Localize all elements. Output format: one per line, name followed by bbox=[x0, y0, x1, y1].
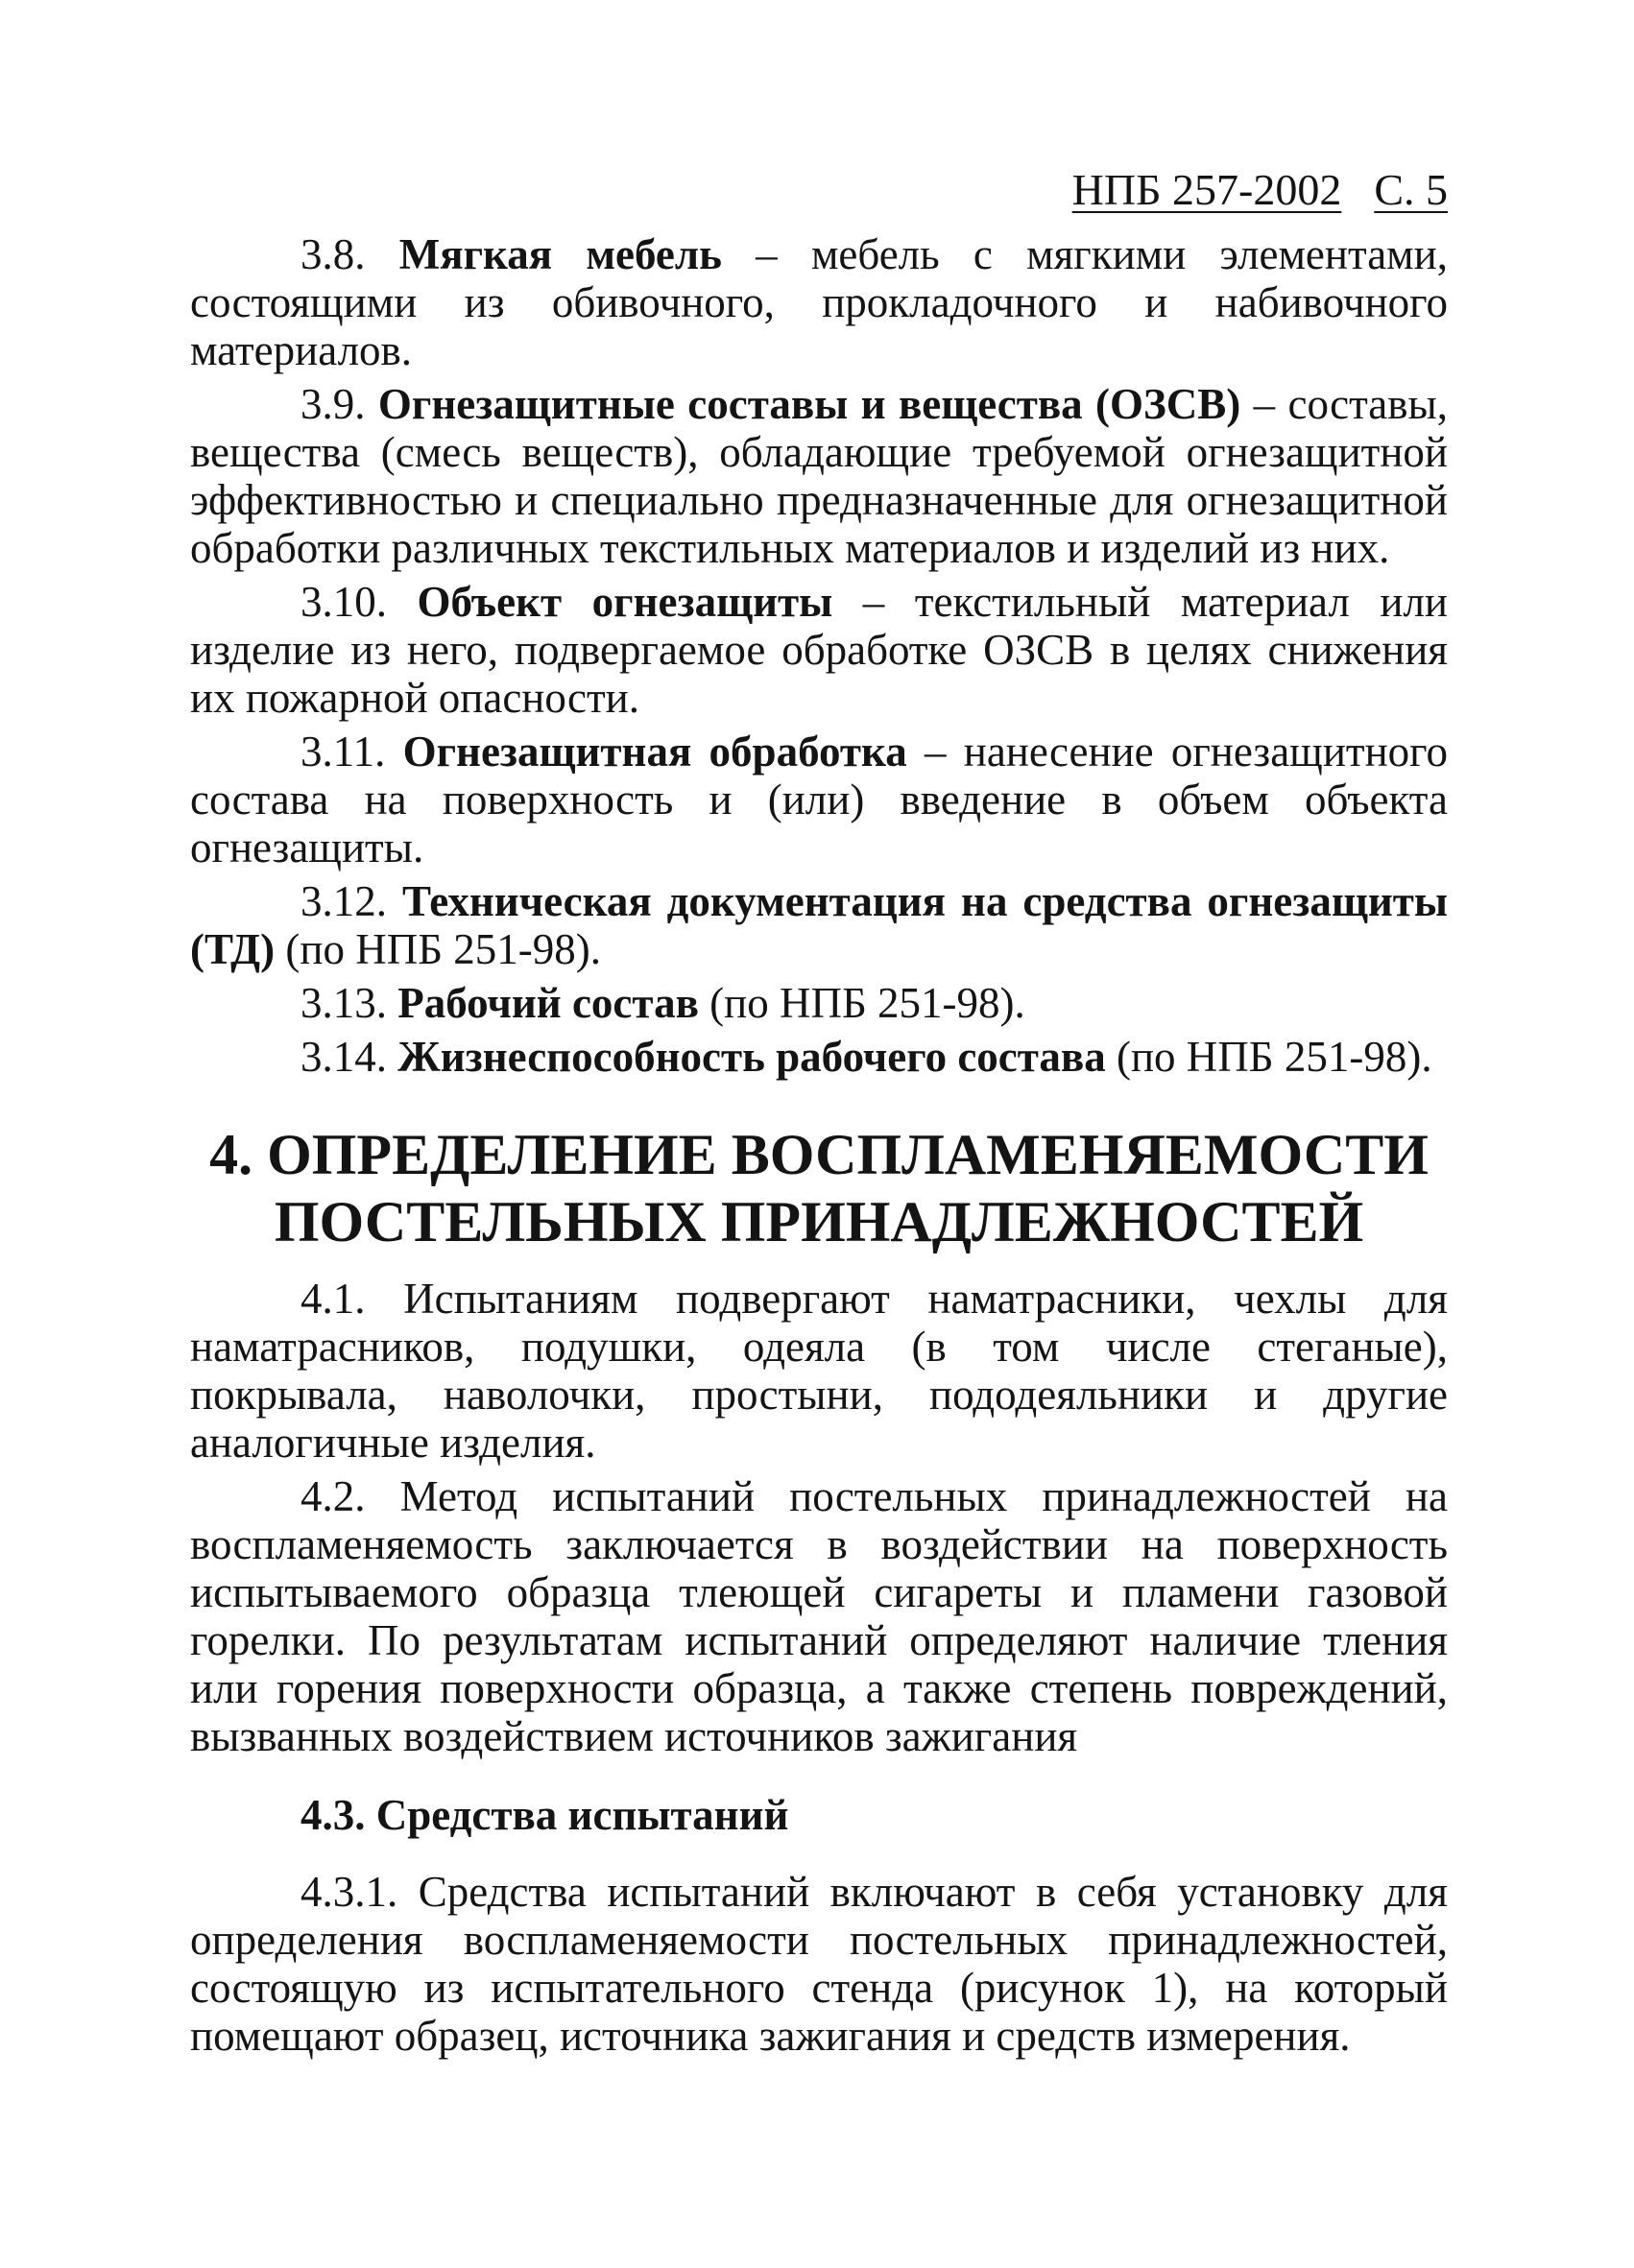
definition-3-8: 3.8. Мягкая мебель – мебель с мягкими элементами, состоящими из обивочного, прокладочного и набивочного материалов. bbox=[190, 230, 1448, 374]
definition-term: Мягкая мебель bbox=[398, 230, 722, 278]
definition-text: – мебель с мягкими элементами, состоящими из обивочного, прокладочного и набивочного материалов. bbox=[190, 230, 1448, 374]
page-number: С. 5 bbox=[1374, 165, 1448, 214]
definition-term: Жизнеспособность рабочего состава bbox=[397, 1033, 1106, 1081]
definition-text: (по НПБ 251-98). bbox=[275, 925, 601, 973]
paragraph-4-3-1: 4.3.1. Средства испытаний включают в себя установку для определения воспламеняемости постельных принадлежностей, состоящую из испытательного стенда (рисунок 1), на который помещают образец, источника зажигания и средств измерения. bbox=[190, 1868, 1448, 2060]
definition-3-14: 3.14. Жизнеспособность рабочего состава (по НПБ 251-98). bbox=[300, 1033, 1432, 1081]
definition-text: – текстильный материал или изделие из него, подвергаемое обработке ОЗСВ в целях снижения их пожарной опасности. bbox=[190, 578, 1449, 722]
document-page bbox=[190, 163, 1448, 2065]
paragraph-4-2: 4.2. Метод испытаний постельных принадлежностей на воспламеняемость заключается в воздействии на поверхность испытываемого образца тлеющей сигареты и пламени газовой горелки. По результатам испытаний определяют наличие тления или горения поверхности образца, а также степень повреждений, вызванных воздействием источников зажигания bbox=[190, 1472, 1448, 1760]
definition-term: Огнезащитная обработка bbox=[402, 728, 907, 776]
definition-term: Рабочий состав bbox=[397, 979, 699, 1027]
running-header bbox=[190, 163, 1448, 217]
definition-3-9: 3.9. Огнезащитные составы и вещества (ОЗСВ) – составы, вещества (смесь веществ), обладающие требуемой огнезащитной эффективностью и специально предназначенные для огнезащитной обработки различных текстильных материалов и изделий из них. bbox=[190, 380, 1448, 572]
definition-3-12: 3.12. Техническая документация на средства огнезащиты (ТД) (по НПБ 251-98). bbox=[190, 877, 1448, 973]
definition-3-11: 3.11. Огнезащитная обработка – нанесение огнезащитного состава на поверхность и (или) введение в объем объекта огнезащиты. bbox=[190, 728, 1448, 871]
paragraph-4-1: 4.1. Испытаниям подвергают наматрасники, чехлы для наматрасников, подушки, одеяла (в том числе стеганые), покрывала, наволочки, простыни, пододеяльники и другие аналогичные изделия. bbox=[190, 1275, 1448, 1467]
definition-3-10: 3.10. Объект огнезащиты – текстильный материал или изделие из него, подвергаемое обработке ОЗСВ в целях снижения их пожарной опасности. bbox=[190, 578, 1449, 722]
definition-term: Огнезащитные составы и вещества (ОЗСВ) bbox=[377, 380, 1241, 428]
document-code: НПБ 257-2002 bbox=[1071, 165, 1342, 214]
definition-text: – нанесение огнезащитного состава на поверхность и (или) введение в объем объекта огнезащиты. bbox=[190, 728, 1448, 871]
definition-term: Техническая документация на средства огнезащиты (ТД) bbox=[190, 877, 1448, 973]
definition-3-13: 3.13. Рабочий состав (по НПБ 251-98). bbox=[300, 979, 1025, 1027]
definition-text: (по НПБ 251-98). bbox=[698, 979, 1025, 1027]
definition-term: Объект огнезащиты bbox=[417, 578, 833, 626]
definition-text: – составы, вещества (смесь веществ), обладающие требуемой огнезащитной эффективностью и специально предназначенные для огнезащитной обработки различных текстильных материалов и изделий из них. bbox=[190, 380, 1448, 572]
definition-text: (по НПБ 251-98). bbox=[1105, 1033, 1432, 1081]
section-4-title: 4. ОПРЕДЕЛЕНИЕ ВОСПЛАМЕНЯЕМОСТИ ПОСТЕЛЬНЫХ ПРИНАДЛЕЖНОСТЕЙ bbox=[209, 1123, 1429, 1253]
subsection-4-3-title: 4.3. Средства испытаний bbox=[300, 1791, 789, 1839]
